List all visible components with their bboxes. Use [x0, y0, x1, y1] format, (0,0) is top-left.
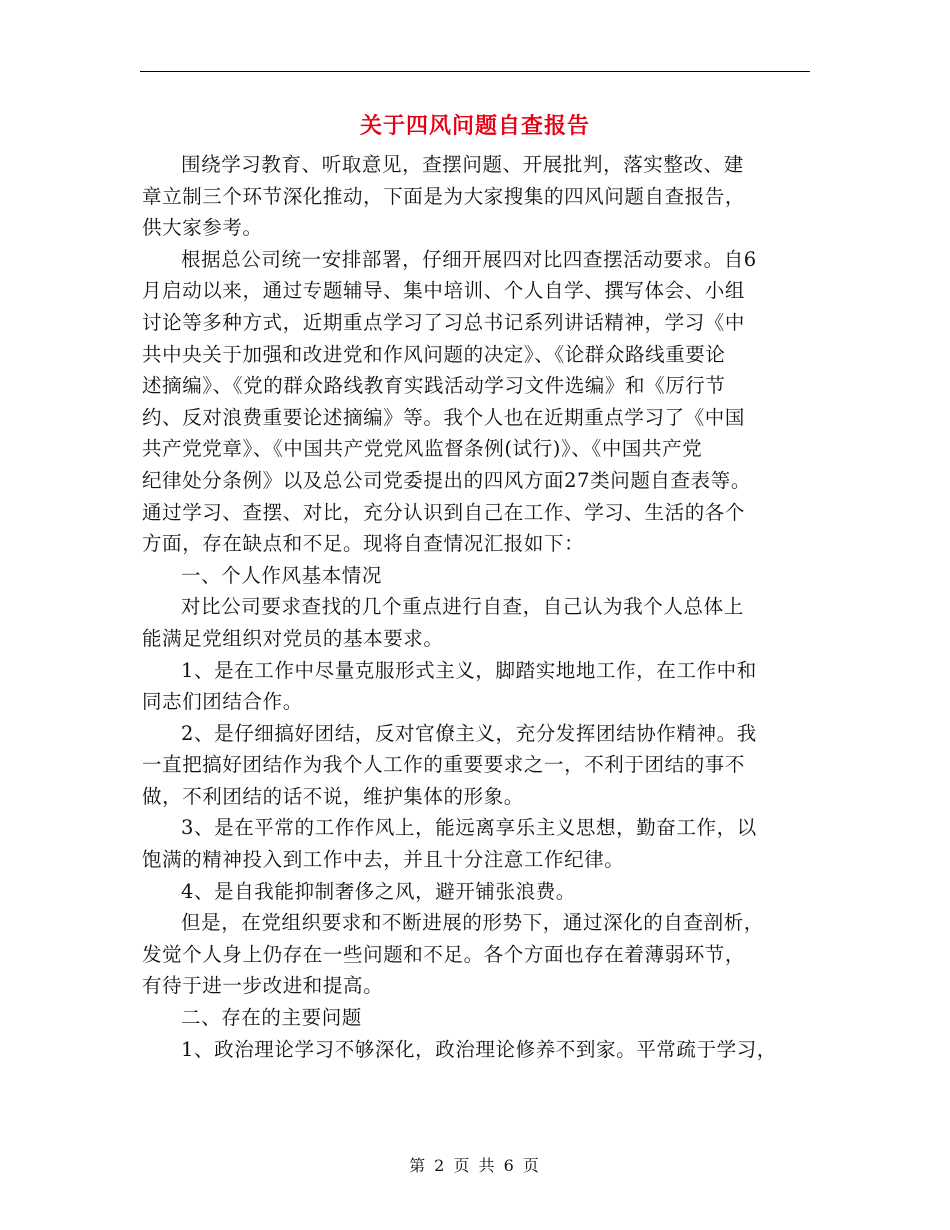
document-title: 关于四风问题自查报告	[359, 113, 590, 139]
text-line: 有待于进一步改进和提高。	[142, 974, 384, 998]
text-line: 述摘编》、《党的群众路线教育实践活动学习文件选编》和《厉行节	[142, 374, 726, 398]
text-line: 共产党党章》、《中国共产党党风监督条例(试行)》、《中国共产党	[142, 437, 703, 461]
text-line: 1、是在工作中尽量克服形式主义，脚踏实地地工作，在工作中和	[181, 658, 757, 682]
paragraph	[142, 876, 810, 908]
paragraph	[142, 718, 810, 813]
text-line: 约、反对浪费重要论述摘编》等。我个人也在近期重点学习了《中国	[142, 405, 746, 429]
text-line: 发觉个人身上仍存在一些问题和不足。各个方面也存在着薄弱环节，	[142, 942, 746, 966]
text-line: 一直把搞好团结作为我个人工作的重要要求之一，不利于团结的事不	[142, 753, 746, 777]
text-line: 讨论等多种方式，近期重点学习了习总书记系列讲话精神，学习《中	[142, 310, 746, 334]
text-line: 对比公司要求查找的几个重点进行自查，自己认为我个人总体上	[181, 595, 744, 619]
text-line: 方面，存在缺点和不足。现将自查情况汇报如下：	[142, 532, 585, 556]
text-line: 月启动以来，通过专题辅导、集中培训、个人自学、撰写体会、小组	[142, 279, 746, 303]
paragraph	[142, 149, 810, 244]
text-line: 2、是仔细搞好团结，反对官僚主义，充分发挥团结协作精神。我	[181, 721, 757, 745]
text-line: 同志们团结合作。	[142, 690, 303, 714]
paragraph	[142, 907, 810, 1002]
text-line: 但是，在党组织要求和不断进展的形势下，通过深化的自查剖析，	[181, 911, 764, 935]
document-body	[142, 149, 810, 1065]
text-line: 3、是在平常的工作作风上，能远离享乐主义思想，勤奋工作，以	[181, 816, 757, 840]
header-rule	[140, 71, 810, 72]
text-line: 章立制三个环节深化推动，下面是为大家搜集的四风问题自查报告，	[142, 184, 746, 208]
text-line: 做，不利团结的话不说，维护集体的形象。	[142, 784, 524, 808]
text-line: 围绕学习教育、听取意见，查摆问题、开展批判，落实整改、建	[181, 153, 744, 176]
text-line: 4、是自我能抑制奢侈之风，避开铺张浪费。	[181, 879, 576, 903]
text-line: 供大家参考。	[142, 216, 263, 240]
text-line: 饱满的精神投入到工作中去，并且十分注意工作纪律。	[142, 848, 625, 872]
paragraph	[142, 812, 810, 875]
text-line: 共中央关于加强和改进党和作风问题的决定》、《论群众路线重要论	[142, 342, 726, 366]
page-footer: 第 2 页 共 6 页	[409, 1156, 541, 1175]
text-line: 通过学习、查摆、对比，充分认识到自己在工作、学习、生活的各个	[142, 500, 746, 524]
text-line: 二、存在的主要问题	[181, 1006, 362, 1030]
paragraph	[142, 244, 810, 560]
paragraph	[142, 591, 810, 654]
text-line: 1、政治理论学习不够深化，政治理论修养不到家。平常疏于学习，	[181, 1037, 777, 1061]
paragraph	[142, 1034, 810, 1066]
text-line: 纪律处分条例》以及总公司党委提出的四风方面27类问题自查表等。	[142, 468, 751, 492]
paragraph	[142, 560, 810, 592]
text-line: 根据总公司统一安排部署，仔细开展四对比四查摆活动要求。自6	[181, 247, 757, 271]
paragraph	[142, 655, 810, 718]
paragraph	[142, 1002, 810, 1034]
text-line: 一、个人作风基本情况	[181, 563, 383, 587]
text-line: 能满足党组织对党员的基本要求。	[142, 626, 444, 650]
